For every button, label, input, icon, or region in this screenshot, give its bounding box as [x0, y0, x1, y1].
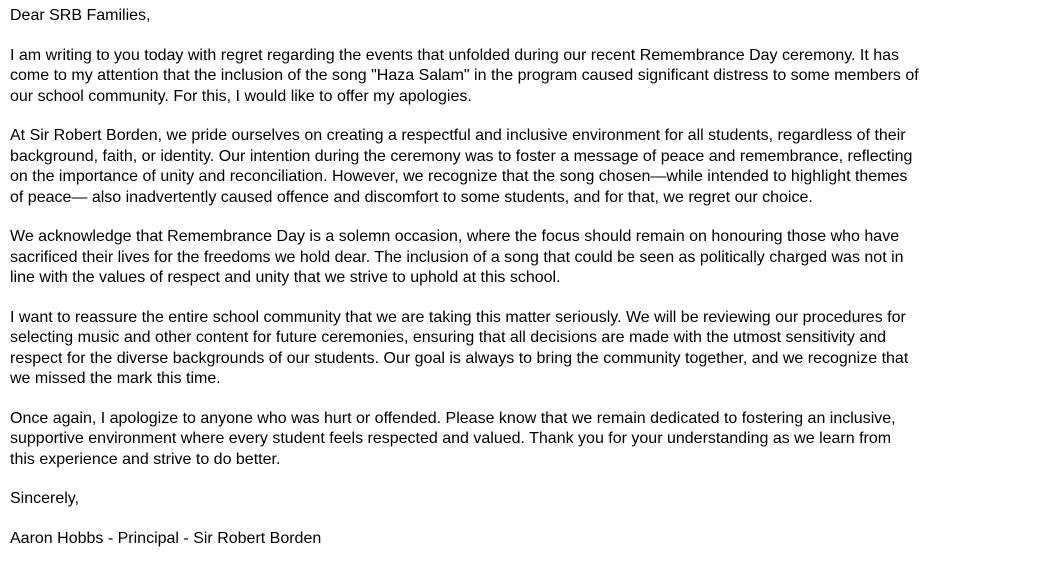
paragraph-closing-apology	[10, 409, 1030, 471]
paragraph-line: this experience and strive to do better.	[10, 450, 281, 468]
paragraph-apology	[10, 46, 1030, 108]
paragraph-line: of peace— also inadvertently caused offence and discomfort to some students, and for that, we regret our choice.	[10, 188, 813, 206]
paragraph-line: we missed the mark this time.	[10, 370, 221, 387]
paragraph-line: At Sir Robert Borden, we pride ourselves on creating a respectful and inclusive environment for all students, regardless of their	[10, 127, 906, 144]
paragraph-line: I want to reassure the entire school community that we are taking this matter seriously. We will be reviewing our procedures for	[10, 308, 906, 326]
paragraph-line: come to my attention that the inclusion of the song "Haza Salam" in the program caused significant distress to some members of	[10, 67, 919, 84]
paragraph-remembrance	[10, 227, 1030, 289]
letter-greeting: Dear SRB Families,	[10, 7, 151, 24]
paragraph-line: supportive environment where every student feels respected and valued. Thank you for your understanding as we learn from	[10, 430, 892, 447]
paragraph-line: line with the values of respect and unity that we strive to uphold at this school.	[10, 269, 561, 286]
paragraph-procedures	[10, 308, 1030, 390]
paragraph-line: I am writing to you today with regret regarding the events that unfolded during our recent Remembrance Day ceremony. It has	[10, 46, 900, 64]
paragraph-line: our school community. For this, I would like to offer my apologies.	[10, 87, 472, 105]
paragraph-line: Once again, I apologize to anyone who was hurt or offended. Please know that we remain dedicated to fostering an inclusive,	[10, 409, 896, 427]
paragraph-school-values	[10, 126, 1030, 208]
paragraph-line: selecting music and other content for future ceremonies, ensuring that all decisions are made with the utmost sensitivity and	[10, 329, 887, 346]
paragraph-line: We acknowledge that Remembrance Day is a solemn occasion, where the focus should remain on honouring those who have	[10, 228, 900, 245]
paragraph-line: respect for the diverse backgrounds of our students. Our goal is always to bring the community together, and we recognize that	[10, 349, 909, 367]
paragraph-line: on the importance of unity and reconciliation. However, we recognize that the song chosen—while intended to highlight themes	[10, 168, 908, 185]
letter-closing: Sincerely,	[10, 490, 80, 507]
letter-signature: Aaron Hobbs - Principal - Sir Robert Borden	[10, 529, 322, 547]
paragraph-line: background, faith, or identity. Our intention during the ceremony was to foster a message of peace and remembrance, reflecting	[10, 147, 913, 165]
paragraph-line: sacrificed their lives for the freedoms we hold dear. The inclusion of a song that could be seen as politically charged was not in	[10, 248, 904, 266]
